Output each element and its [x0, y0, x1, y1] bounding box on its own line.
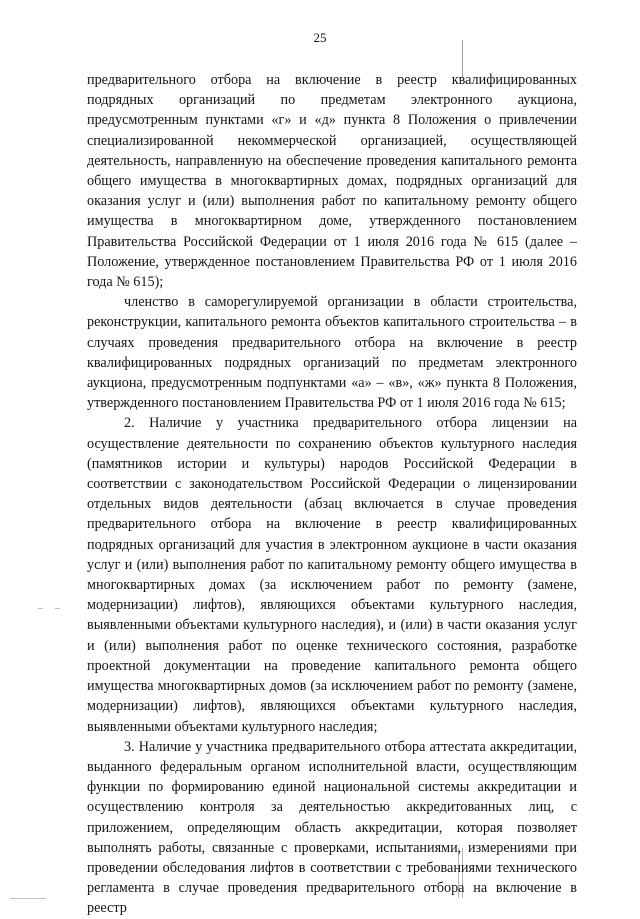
scan-artifact-dots: [38, 608, 43, 609]
paragraph-item-3-accreditation: 3. Наличие у участника предварительного отбора аттестата аккредитации, выданного федеральным органом исполнительной власти, осуществляющим функции по формированию единой национальной системы аккредитации и осуществлению контроля за деятельностью аккредитованных лиц, с приложением, определяющим область аккредитации, которая позволяет выполнять работы, связанные с проверками, испытаниями, измерениями при проведении обследования лифтов в соответствии с требованиями технического регламента в случае проведения предварительного отбора на включение в реестр: [87, 738, 577, 917]
paragraph-item-2-license: 2. Наличие у участника предварительного отбора лицензии на осуществление деятельности по сохранению объектов культурного наследия (памятников истории и культуры) народов Российской Федерации в соответствии с законодательством Российской Федерации о лицензировании отдельных видов деятельности (абзац включается в случае проведения предварительного отбора на включение в реестр квалифицированных подрядных организаций для участия в электронном аукционе в части оказания услуг и (или) выполнения работ по капитальному ремонту общего имущества в многоквартирных домах (за исключением работ по ремонту (замене, модернизации) лифтов), являющихся объектами культурного наследия, выявленными объектами культурного наследия), и (или) в части оказания услуг и (или) выполнения работ по оценке технического состояния, разработке проектной документации на проведение капитального ремонта общего имущества многоквартирных домов (за исключением работ по ремонту (замене, модернизации) лифтов), являющихся объектами культурного наследия, выявленными объектами культурного наследия;: [87, 415, 577, 735]
paragraph-sro-membership: членство в саморегулируемой организации в области строительства, реконструкции, капитального ремонта объектов капитального строительства – в случаях проведения предварительного отбора на включение в реестр квалифицированных подрядных организаций по предметам электронного аукциона, предусмотренным подпунктами «а» – «в», «ж» пункта 8 Положения, утвержденного постановлением Правительства РФ от 1 июля 2016 года № 615;: [87, 294, 577, 412]
page-number: 25: [313, 30, 327, 45]
scan-artifact-dots: [10, 898, 46, 899]
document-body: [87, 70, 577, 919]
scan-artifact-line: [458, 848, 459, 898]
scan-artifact-line: [462, 40, 463, 78]
scan-artifact-dots: [55, 608, 60, 609]
paragraph-continuation: предварительного отбора на включение в реестр квалифицированных подрядных организаций по предметам электронного аукциона, предусмотренным пунктами «г» и «д» пункта 8 Положения о привлечении специализированной некоммерческой организацией, осуществляющей деятельность, направленную на обеспечение проведения капитального ремонта общего имущества в многоквартирных домах, подрядных организаций для оказания услуг и (или) выполнения работ по капитальному ремонту общего имущества в многоквартирном доме, утвержденного постановлением Правительства Российской Федерации от 1 июля 2016 года № 615 (далее – Положение, утвержденное постановлением Правительства РФ от 1 июля 2016 года № 615);: [87, 72, 577, 291]
scan-artifact-line: [462, 848, 463, 898]
